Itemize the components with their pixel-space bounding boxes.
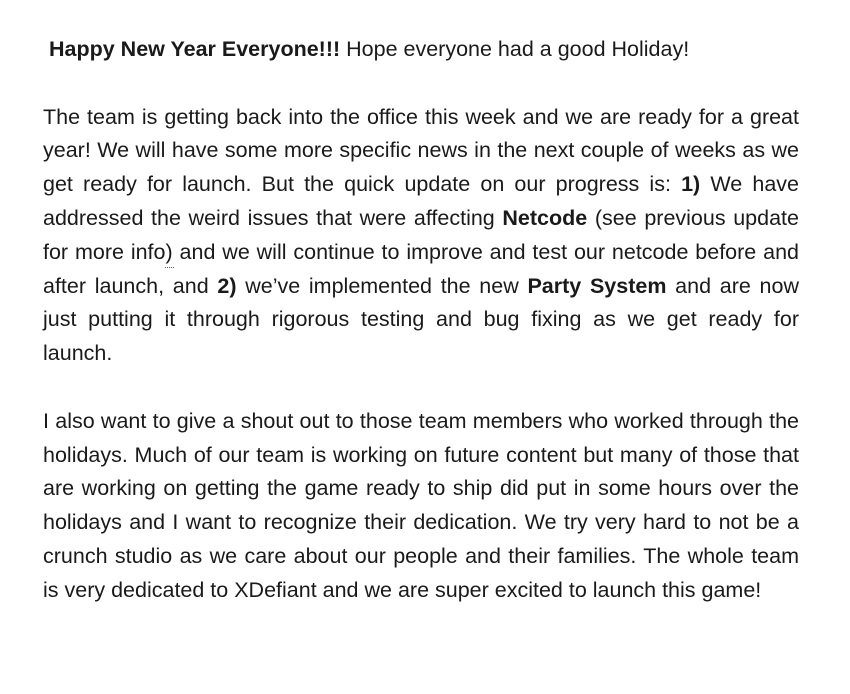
progress-text-5: and are now just putting it through rigorous testing and bug fixing as we get ready for launch. [43,273,799,366]
shoutout-paragraph: I also want to give a shout out to those team members who worked through the holidays. Much of our team is working on future content but many of those that are working on getting the game ready to ship did put in some hours over the holidays and I want to recognize their dedication. We try very hard to not be a crunch studio as we care about our people and their families. The whole team is very dedicated to XDefiant and we are super excited to launch this game! [43,408,799,602]
item-number-1: 1) [681,172,701,197]
progress-text-1: We have addressed the weird issues that were affecting [43,172,799,230]
greeting-rest: Hope everyone had a good Holiday! [340,37,690,61]
greeting-line [49,33,799,67]
progress-intro: The team is getting back into the office this week and we are ready for a great year! We will have some more specific news in the next couple of weeks as we get ready for launch. But the quick update on our progress is: [43,104,799,197]
document-body [43,33,799,608]
progress-text-4: we’ve implemented the new [236,273,528,298]
greeting-bold: Happy New Year Everyone!!! [49,37,341,61]
progress-paragraph [43,101,799,371]
footnote-marker[interactable]: ) [165,239,173,264]
progress-text-3: and we will continue to improve and test our netcode before and after launch, and [43,239,800,298]
netcode-term: Netcode [502,205,588,230]
progress-text-2: (see previous update for more info [43,205,799,264]
item-number-2: 2) [217,273,237,298]
party-system-term: Party System [527,273,667,298]
